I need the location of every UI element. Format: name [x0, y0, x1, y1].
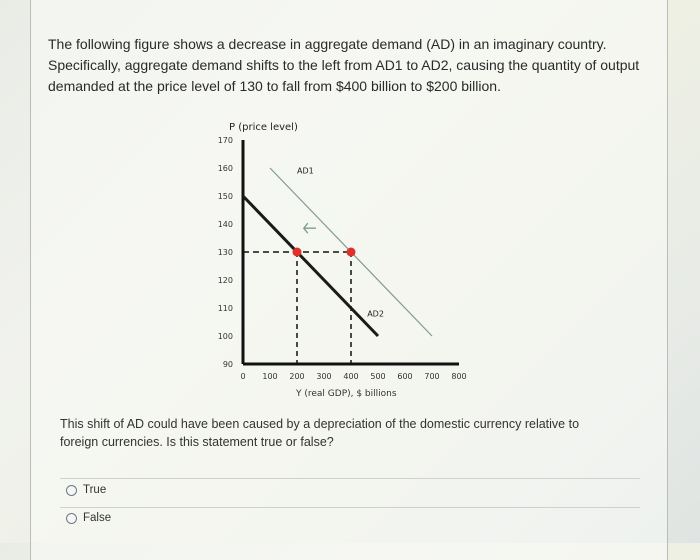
- x-tick-label: 500: [370, 372, 386, 381]
- y-tick-label: 130: [217, 248, 233, 257]
- y-tick-label: 100: [217, 332, 233, 341]
- option-false[interactable]: [66, 512, 111, 524]
- highlight-point: [293, 248, 302, 257]
- y-tick-label: 140: [217, 220, 233, 229]
- y-tick-label: 150: [217, 192, 233, 201]
- x-tick-label: 600: [397, 372, 413, 381]
- x-tick-label: 700: [424, 372, 440, 381]
- x-tick-label: 400: [343, 372, 359, 381]
- x-tick-label: 800: [451, 372, 467, 381]
- option-label: True: [83, 484, 107, 496]
- radio-false[interactable]: [66, 513, 77, 524]
- y-tick-label: 160: [217, 164, 233, 173]
- option-true[interactable]: [66, 484, 106, 496]
- x-tick-label: 300: [316, 372, 332, 381]
- highlight-point: [347, 248, 356, 257]
- series-label-ad1: AD1: [297, 166, 314, 176]
- divider: [60, 507, 640, 508]
- x-tick-label: 0: [240, 372, 246, 381]
- y-tick-label: 120: [217, 276, 233, 285]
- radio-true[interactable]: [66, 485, 77, 496]
- y-axis-label: P (price level): [229, 122, 298, 133]
- series-label-ad2: AD2: [367, 309, 384, 319]
- intro-line: The following figure shows a decrease in aggregate demand (AD) in an imaginary country.: [48, 36, 607, 52]
- y-tick-label: 170: [217, 136, 233, 145]
- x-axis-label: Y (real GDP), $ billions: [296, 389, 397, 399]
- question-text: This shift of AD could have been caused by a depreciation of the domestic currency relative to foreign currencies. Is this statement true or false?: [60, 417, 580, 449]
- option-label: False: [83, 512, 112, 524]
- x-tick-label: 200: [289, 372, 305, 381]
- shift-left-arrow-icon: [304, 223, 316, 233]
- y-tick-label: 110: [217, 304, 233, 313]
- x-tick-label: 100: [262, 372, 278, 381]
- divider: [60, 478, 640, 479]
- y-tick-label: 90: [222, 360, 233, 369]
- intro-line: demanded at the price level of 130 to fall from $400 billion to $200 billion.: [48, 78, 501, 94]
- series-line-ad2: [243, 196, 378, 336]
- intro-line: Specifically, aggregate demand shifts to the left from AD1 to AD2, causing the quantity of output: [48, 57, 640, 73]
